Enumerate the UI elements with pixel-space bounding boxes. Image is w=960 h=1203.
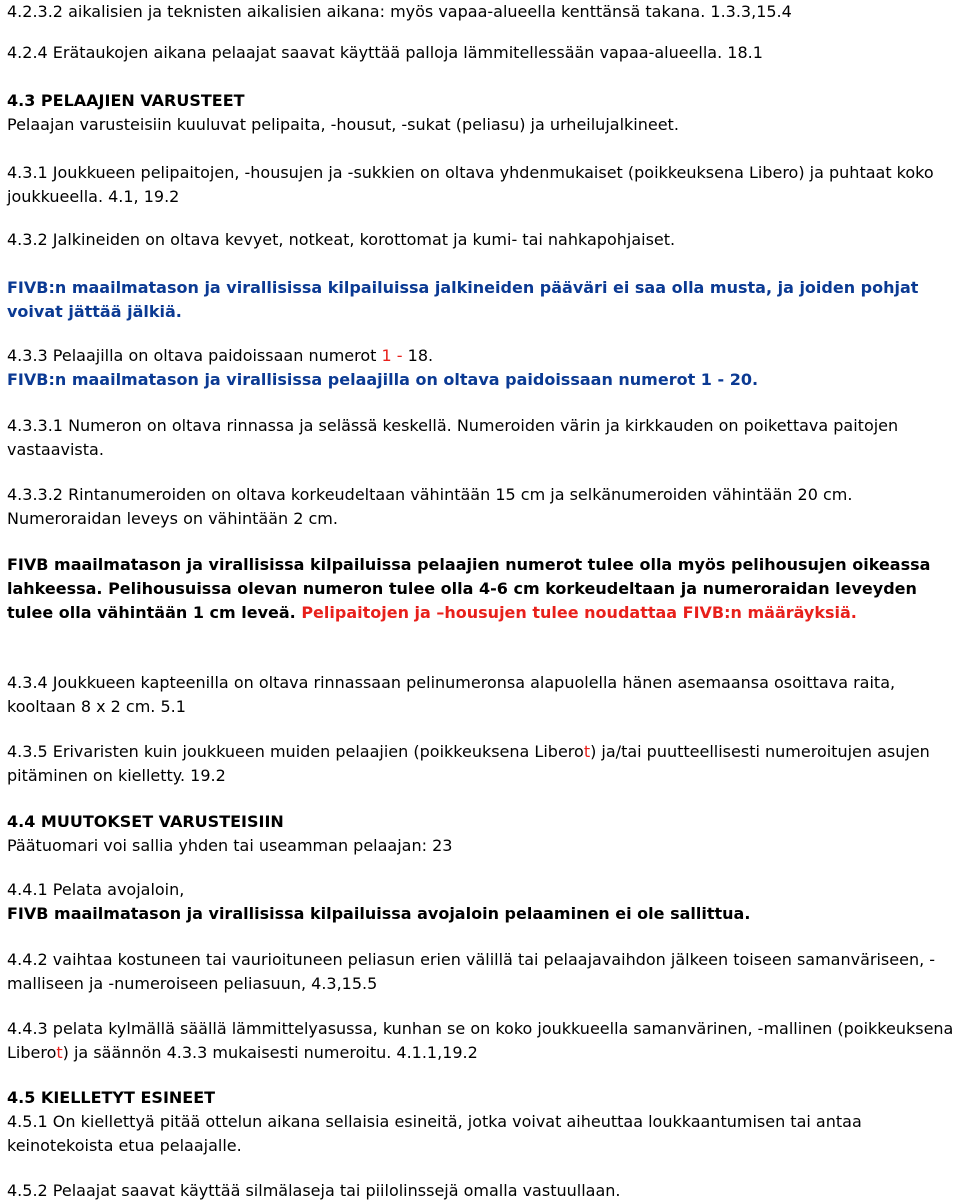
rule-4-3-3-2-text: 4.3.3.2 Rintanumeroiden on oltava korkeudeltaan vähintään 15 cm ja selkänumeroiden vähintään 20 cm. Numeroraidan leveys on vähintään 2 cm. bbox=[7, 485, 853, 528]
section-4-5-body: 4.5.1 On kiellettyä pitää ottelun aikana sellaisia esineitä, jotka voivat aiheuttaa loukkaantumisen tai antaa keinotekoista etua pelaajalle. bbox=[7, 1112, 862, 1155]
rule-4-4-1-text: 4.4.1 Pelata avojaloin, bbox=[7, 880, 185, 899]
rule-4-2-4-text: 4.2.4 Erätaukojen aikana pelaajat saavat käyttää palloja lämmitellessään vapaa-alueella. 18.1 bbox=[7, 43, 763, 62]
rule-4-3-1-text: 4.3.1 Joukkueen pelipaitojen, -housujen ja -sukkien on oltava yhdenmukaiset (poikkeuksena Libero) ja puhtaat koko joukkueella. 4.1, 19.2 bbox=[7, 163, 934, 206]
rule-4-4-3 bbox=[7, 1017, 957, 1065]
rule-4-3-3-1 bbox=[7, 414, 957, 462]
rule-4-3-3-lead: 4.3.3 Pelaajilla on oltava paidoissaan numerot bbox=[7, 346, 382, 365]
rule-4-4-1-fivb: FIVB maailmatason ja virallisissa kilpailuissa avojaloin pelaaminen ei ole sallittua. bbox=[7, 904, 751, 923]
section-4-3-body: Pelaajan varusteisiin kuuluvat pelipaita, -housut, -sukat (peliasu) ja urheilujalkineet. bbox=[7, 115, 679, 134]
rule-4-3-3-1-text: 4.3.3.1 Numeron on oltava rinnassa ja selässä keskellä. Numeroiden värin ja kirkkauden on poikettava paitojen vastaavista. bbox=[7, 416, 899, 459]
rule-4-4-3-before: 4.4.3 pelata kylmällä säällä lämmittelyasussa, kunhan se on koko joukkueella samanvärinen, -mallinen (poikkeuksena Libero bbox=[7, 1019, 954, 1062]
rule-4-3-5 bbox=[7, 740, 957, 788]
fivb-numbering-block bbox=[7, 553, 957, 625]
rule-4-3-3-num-to: 18. bbox=[407, 346, 434, 365]
rule-4-3-5-red-letter: t bbox=[583, 742, 591, 761]
rule-4-2-3-2 bbox=[7, 0, 957, 24]
section-4-4 bbox=[7, 810, 957, 858]
rule-4-4-1 bbox=[7, 878, 957, 926]
section-4-3 bbox=[7, 89, 957, 137]
rule-4-4-2-text: 4.4.2 vaihtaa kostuneen tai vaurioituneen peliasun erien välillä tai pelaajavaihdon jälkeen toiseen samanväriseen, -malliseen ja -numeroiseen peliasuun, 4.3,15.5 bbox=[7, 950, 936, 993]
section-4-4-body: Päätuomari voi sallia yhden tai useamman pelaajan: 23 bbox=[7, 836, 453, 855]
rule-4-5-2-text: 4.5.2 Pelaajat saavat käyttää silmälaseja tai piilolinssejä omalla vastuullaan. bbox=[7, 1181, 621, 1200]
rule-4-4-3-after: ) ja säännön 4.3.3 mukaisesti numeroitu. 4.1.1,19.2 bbox=[62, 1043, 478, 1062]
rule-4-3-3-num-from: 1 bbox=[381, 346, 392, 365]
rule-4-3-2-text: 4.3.2 Jalkineiden on oltava kevyet, notkeat, korottomat ja kumi- tai nahkapohjaiset. bbox=[7, 230, 676, 249]
rule-4-2-4 bbox=[7, 41, 957, 65]
fivb-numbering-part2: Pelipaitojen ja –housujen tulee noudattaa FIVB:n määräyksiä. bbox=[301, 603, 857, 622]
rule-4-3-4 bbox=[7, 671, 957, 719]
rule-4-3-1 bbox=[7, 161, 957, 209]
rule-4-3-3-fivb: FIVB:n maailmatason ja virallisissa pelaajilla on oltava paidoissaan numerot 1 - 20. bbox=[7, 370, 759, 389]
section-4-5 bbox=[7, 1086, 957, 1158]
rule-4-3-2 bbox=[7, 228, 957, 252]
rule-4-3-5-before: 4.3.5 Erivaristen kuin joukkueen muiden pelaajien (poikkeuksena Libero bbox=[7, 742, 584, 761]
rule-4-4-2 bbox=[7, 948, 957, 996]
rule-4-3-5-after: ) ja/tai puutteellisesti numeroitujen asujen pitäminen on kielletty. 19.2 bbox=[7, 742, 930, 785]
rule-4-3-2-fivb bbox=[7, 276, 957, 324]
section-4-5-heading: 4.5 KIELLETYT ESINEET bbox=[7, 1088, 216, 1107]
rule-4-3-3-2 bbox=[7, 483, 957, 531]
rule-4-3-3-dash: - bbox=[391, 346, 408, 365]
rule-4-3-3 bbox=[7, 344, 957, 392]
section-4-3-heading: 4.3 PELAAJIEN VARUSTEET bbox=[7, 91, 245, 110]
fivb-numbering-part1: FIVB maailmatason ja virallisissa kilpailuissa pelaajien numerot tulee olla myös pelihousujen oikeassa lahkeessa. Pelihousuissa olevan numeron tulee olla 4-6 cm korkeudeltaan ja numeroraidan leveyden tulee olla vähintään 1 cm leveä. bbox=[7, 555, 931, 622]
rule-4-4-3-red-letter: t bbox=[56, 1043, 63, 1062]
rule-4-2-3-2-text: 4.2.3.2 aikalisien ja teknisten aikalisien aikana: myös vapaa-alueella kenttänsä takana. 1.3.3,15.4 bbox=[7, 2, 792, 21]
rule-4-5-2 bbox=[7, 1179, 957, 1203]
rule-4-3-2-fivb-text: FIVB:n maailmatason ja virallisissa kilpailuissa jalkineiden pääväri ei saa olla musta, ja joiden pohjat voivat jättää jälkiä. bbox=[7, 278, 919, 321]
section-4-4-heading: 4.4 MUUTOKSET VARUSTEISIIN bbox=[7, 812, 284, 831]
rule-4-3-4-text: 4.3.4 Joukkueen kapteenilla on oltava rinnassaan pelinumeronsa alapuolella hänen asemaansa osoittava raita, kooltaan 8 x 2 cm. 5.1 bbox=[7, 673, 896, 716]
